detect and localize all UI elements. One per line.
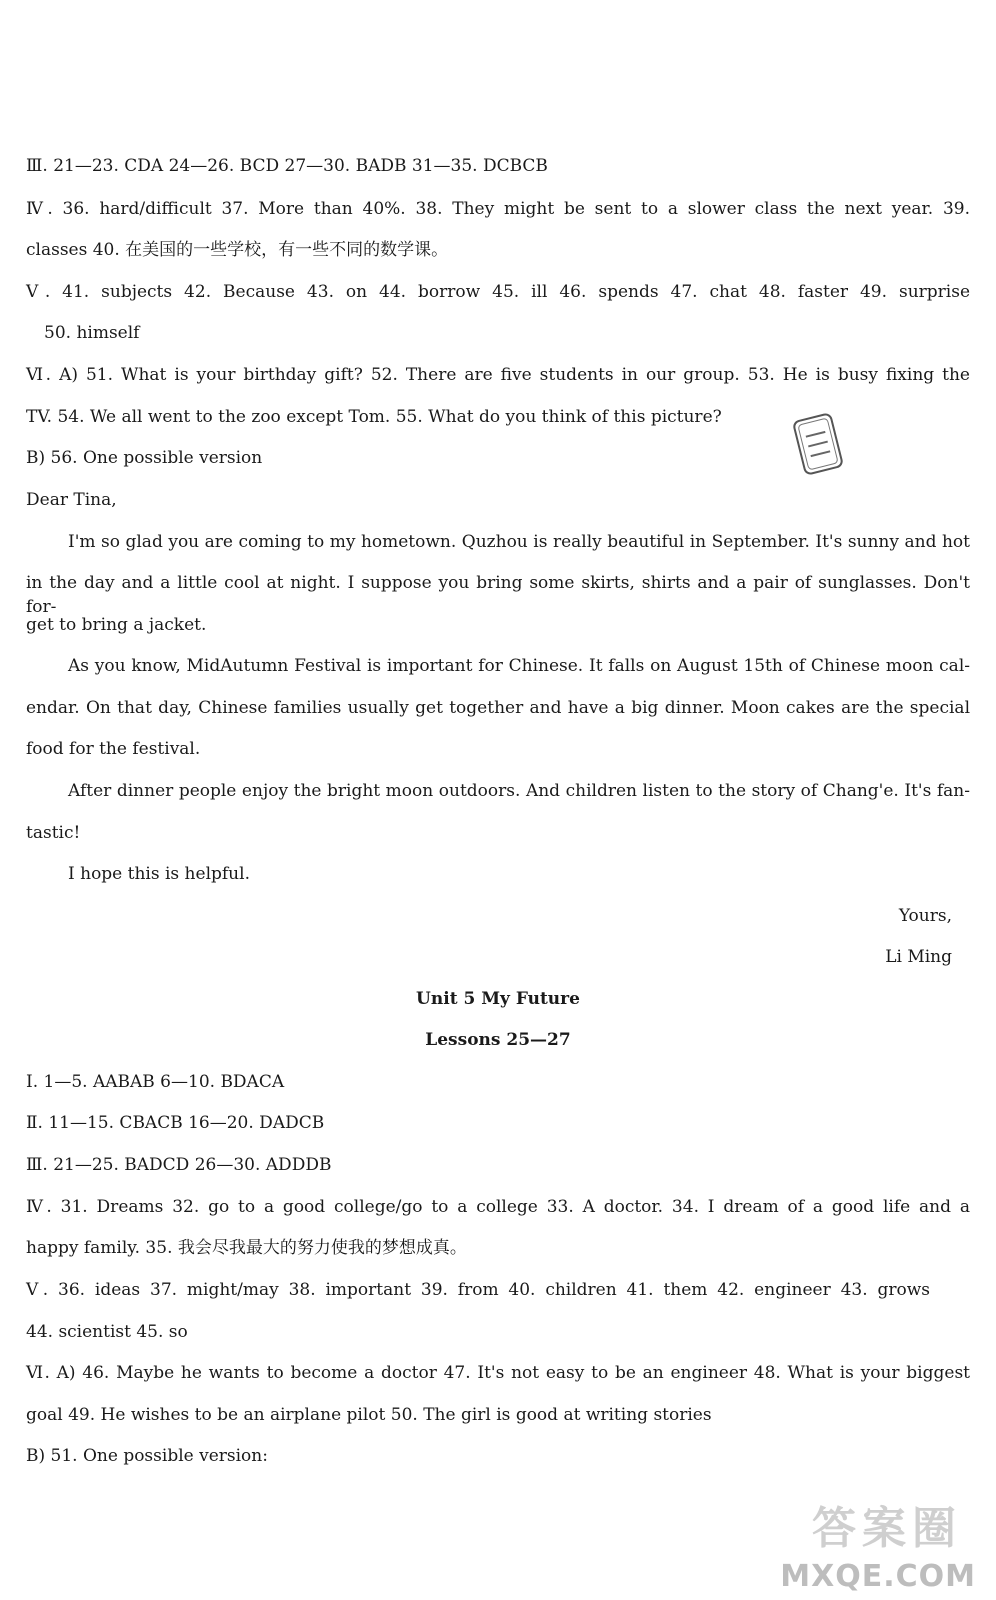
letter-p3-line-2: tastic! (26, 823, 81, 843)
section-6-writing-label: B) 56. One possible version (26, 448, 263, 468)
lessons-title: Lessons 25—27 (425, 1030, 571, 1050)
section-5-answers-line-2: 50. himself (44, 323, 140, 343)
unit5-section-6-line-1: Ⅵ. A) 46. Maybe he wants to become a doctor 47. It's not easy to be an engineer 48. What is your biggest (26, 1363, 970, 1383)
unit5-section-4-line-1: Ⅳ. 31. Dreams 32. go to a good college/go to a college 33. A doctor. 34. I dream of a good life and a (26, 1197, 970, 1217)
letter-p2-line-2: endar. On that day, Chinese families usually get together and have a big dinner. Moon cakes are the special (26, 698, 970, 718)
unit5-section-6-writing-label: B) 51. One possible version: (26, 1446, 268, 1466)
unit5-section-1-answers: Ⅰ. 1—5. AABAB 6—10. BDACA (26, 1072, 285, 1092)
watermark-url: MXQE.COM (780, 1559, 976, 1594)
watermark-logo-cn: 答案圈 (812, 1503, 962, 1554)
section-4-answers-line-1: Ⅳ. 36. hard/difficult 37. More than 40%. 38. They might be sent to a slower class the next year. 39. (26, 199, 970, 219)
letter-p2-line-3: food for the festival. (26, 739, 201, 759)
letter-p1-line-1: I'm so glad you are coming to my hometown. Quzhou is really beautiful in September. It's sunny and hot (68, 532, 970, 552)
letter-p4: I hope this is helpful. (68, 864, 250, 884)
letter-p1-line-3: get to bring a jacket. (26, 615, 207, 635)
unit-title: Unit 5 My Future (416, 989, 580, 1009)
section-4-answers-line-2: classes 40. 在美国的一些学校，有一些不同的数学课。 (26, 240, 449, 260)
letter-p3-line-1: After dinner people enjoy the bright moon outdoors. And children listen to the story of Chang'e. It's fan- (68, 781, 970, 801)
letter-p2-line-1: As you know, MidAutumn Festival is important for Chinese. It falls on August 15th of Chinese moon cal- (68, 656, 970, 676)
letter-signature: Li Ming (885, 947, 952, 967)
unit5-section-6-line-2: goal 49. He wishes to be an airplane pilot 50. The girl is good at writing stories (26, 1405, 712, 1425)
section-6-answers-line-2: TV. 54. We all went to the zoo except Tom. 55. What do you think of this picture? (26, 407, 722, 427)
section-3-answers: Ⅲ. 21—23. CDA 24—26. BCD 27—30. BADB 31—35. DCBCB (26, 156, 548, 176)
letter-closing: Yours, (898, 906, 952, 926)
unit5-section-4-line-2: happy family. 35. 我会尽我最大的努力使我的梦想成真。 (26, 1238, 467, 1258)
section-5-answers-line-1: Ⅴ. 41. subjects 42. Because 43. on 44. borrow 45. ill 46. spends 47. chat 48. faster 49. surprise (26, 282, 970, 302)
letter-salutation: Dear Tina, (26, 490, 117, 510)
unit5-section-5-line-2: 44. scientist 45. so (26, 1322, 188, 1342)
section-6-answers-line-1: Ⅵ. A) 51. What is your birthday gift? 52. There are five students in our group. 53. He is busy fixing the (26, 365, 970, 385)
unit5-section-5-line-1: Ⅴ. 36. ideas 37. might/may 38. important 39. from 40. children 41. them 42. engineer 43. grows (26, 1280, 930, 1300)
unit5-section-3-answers: Ⅲ. 21—25. BADCD 26—30. ADDDB (26, 1155, 332, 1175)
letter-p1-line-2: in the day and a little cool at night. I suppose you bring some skirts, shirts and a pair of sunglasses. Don't for- (26, 573, 970, 617)
unit5-section-2-answers: Ⅱ. 11—15. CBACB 16—20. DADCB (26, 1113, 325, 1133)
